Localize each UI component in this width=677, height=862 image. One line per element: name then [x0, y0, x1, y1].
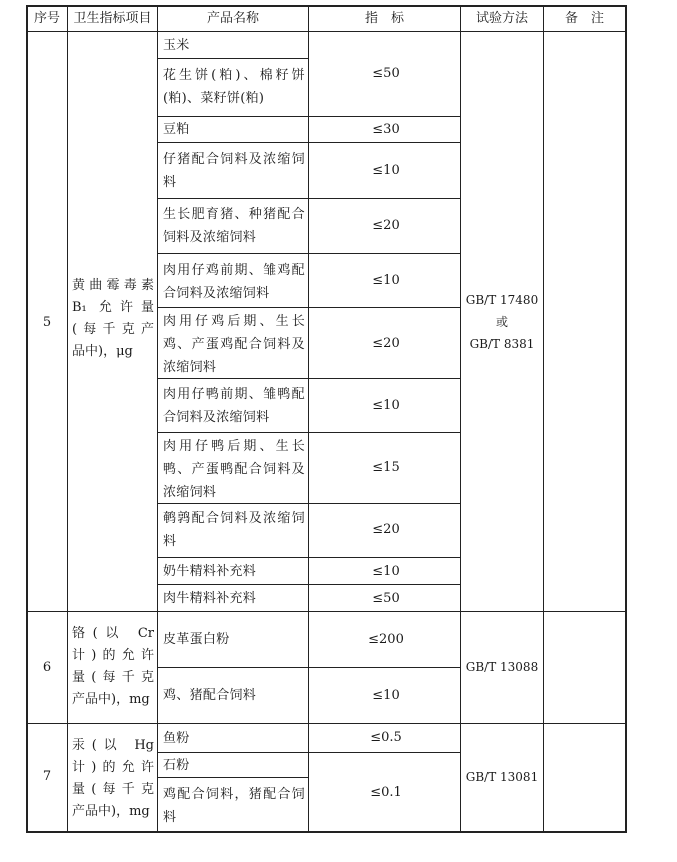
product-name: 皮革蛋白粉: [163, 632, 230, 647]
item-line: 铬(以 Cr: [72, 626, 154, 641]
method-line: GB/T 13081: [465, 770, 539, 784]
product-name: 肉用仔鸡后期、生长鸡、产蛋鸡配合饲料及浓缩饲料: [163, 314, 305, 375]
header-seq: 序号: [33, 11, 60, 26]
test-method: [462, 766, 542, 788]
header-method: 试验方法: [475, 11, 528, 26]
hygiene-item: [72, 623, 154, 711]
index-value: ≤10: [372, 273, 400, 288]
index-value: ≤10: [372, 688, 400, 703]
header-item: 卫生指标项目: [73, 11, 152, 26]
index-value: ≤30: [372, 122, 400, 137]
row-sep: [157, 432, 460, 433]
product-name: 鱼粉: [163, 731, 190, 746]
item-line: 计)的允许: [72, 648, 154, 663]
index-value: ≤15: [372, 460, 400, 475]
row-sep: [157, 116, 460, 117]
row-sep: [157, 667, 460, 668]
product-name: 玉米: [163, 38, 190, 53]
index-value: ≤50: [372, 66, 400, 81]
index-value: ≤20: [372, 336, 400, 351]
product-name: 花生饼(粕)、棉籽饼(粕)、菜籽饼(粕): [163, 68, 305, 106]
item-line: 品中)，μg: [72, 344, 133, 359]
product-name: 仔猪配合饲料及浓缩饲料: [163, 152, 305, 190]
method-line: GB/T 17480: [465, 293, 539, 307]
header-bottom-border: [26, 31, 627, 32]
item-line: 量(每千克: [72, 782, 154, 797]
table-bottom-border: [26, 831, 627, 833]
col-sep-1: [67, 5, 68, 832]
product-name: 肉用仔鸡前期、雏鸡配合饲料及浓缩饲料: [163, 263, 305, 301]
group-sep-5-6: [26, 611, 627, 612]
method-line: GB/T 13088: [465, 660, 539, 674]
item-line: (每千克产: [72, 322, 154, 337]
product-name: 奶牛精料补充料: [163, 564, 257, 579]
row-sep: [157, 58, 308, 59]
index-value: ≤50: [372, 591, 400, 606]
row-sep: [157, 777, 308, 778]
row-sep: [157, 584, 460, 585]
product-name: 生长肥育猪、种猪配合饲料及浓缩饲料: [163, 207, 305, 245]
header-product: 产品名称: [206, 11, 259, 26]
col-sep-3: [308, 5, 309, 832]
item-line: 黄曲霉毒素: [72, 278, 154, 293]
product-name: 鹌鹑配合饲料及浓缩饲料: [163, 511, 305, 549]
item-line: 量(每千克: [72, 670, 154, 685]
header-index: 指 标: [364, 11, 404, 26]
index-value: ≤20: [372, 522, 400, 537]
test-method: [462, 656, 542, 678]
row-sep: [157, 752, 460, 753]
index-value: ≤0.5: [370, 730, 402, 745]
header-note: 备 注: [564, 11, 604, 26]
product-name: 肉牛精料补充料: [163, 591, 257, 606]
product-name: 肉用仔鸭前期、雏鸭配合饲料及浓缩饲料: [163, 387, 305, 425]
item-line: 汞(以 Hg: [72, 738, 154, 753]
product-name: 石粉: [163, 758, 190, 773]
product-name: 豆粕: [163, 122, 190, 137]
hygiene-item: [72, 275, 154, 363]
row-sep: [157, 307, 460, 308]
test-method: [462, 289, 542, 355]
method-line: GB/T 8381: [469, 337, 535, 351]
row-seq: 5: [42, 315, 52, 330]
table-right-border: [625, 5, 627, 833]
row-sep: [157, 142, 460, 143]
row-sep: [157, 253, 460, 254]
item-line: 产品中)，mg: [72, 692, 150, 707]
index-value: ≤10: [372, 398, 400, 413]
group-sep-6-7: [26, 723, 627, 724]
product-name: 鸡配合饲料，猪配合饲料: [163, 787, 305, 825]
row-sep: [157, 557, 460, 558]
table-left-border: [26, 5, 28, 833]
item-line: B₁ 允许量: [72, 300, 154, 315]
product-name: 肉用仔鸭后期、生长鸭、产蛋鸭配合饲料及浓缩饲料: [163, 439, 305, 500]
index-value: ≤0.1: [370, 785, 402, 800]
col-sep-2: [157, 5, 158, 832]
index-value: ≤20: [372, 218, 400, 233]
index-value: ≤200: [368, 632, 404, 647]
hygiene-item: [72, 735, 154, 823]
item-line: 计)的允许: [72, 760, 154, 775]
index-value: ≤10: [372, 564, 400, 579]
row-seq: 6: [42, 660, 52, 675]
col-sep-5: [543, 5, 544, 832]
row-seq: 7: [42, 769, 52, 784]
col-sep-4: [460, 5, 461, 832]
product-name: 鸡、猪配合饲料: [163, 688, 257, 703]
index-value: ≤10: [372, 163, 400, 178]
row-sep: [157, 198, 460, 199]
method-line: 或: [495, 315, 508, 329]
item-line: 产品中)，mg: [72, 804, 150, 819]
